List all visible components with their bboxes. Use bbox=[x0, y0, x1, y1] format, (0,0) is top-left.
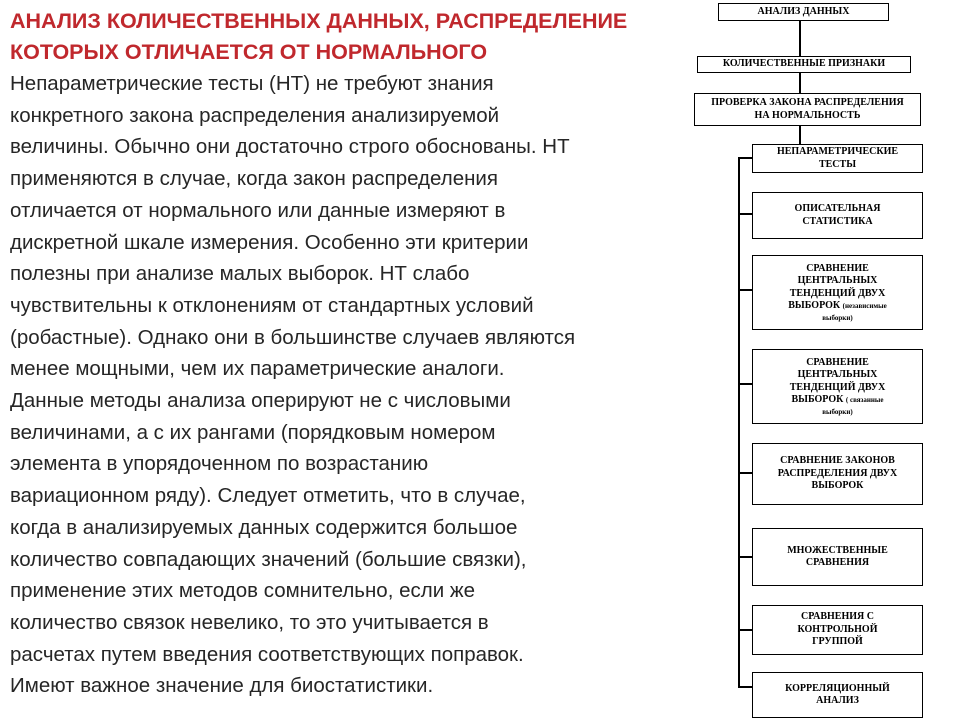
connector-line bbox=[738, 157, 754, 159]
connector-line bbox=[799, 125, 801, 145]
body-line: отличается от нормального или данные измеряют в bbox=[10, 198, 506, 222]
body-line: Данные методы анализа оперируют не с числовыми bbox=[10, 389, 511, 413]
body-line: менее мощными, чем их параметрические аналоги. bbox=[10, 357, 505, 381]
title-line: АНАЛИЗ КОЛИЧЕСТВЕННЫХ ДАННЫХ, РАСПРЕДЕЛЕНИЕ bbox=[10, 9, 628, 33]
box-quantitative-features: КОЛИЧЕСТВЕННЫЕ ПРИЗНАКИ bbox=[697, 56, 911, 73]
body-line: применение этих методов сомнительно, если же bbox=[10, 579, 475, 603]
connector-line bbox=[738, 383, 754, 385]
box-control-group: СРАВНЕНИЯ С КОНТРОЛЬНОЙ ГРУППОЙ bbox=[752, 605, 923, 655]
body-line: элемента в упорядоченном по возрастанию bbox=[10, 452, 429, 476]
box-independent-samples: СРАВНЕНИЕ ЦЕНТРАЛЬНЫХ ТЕНДЕНЦИЙ ДВУХ ВЫБОРОК (независимые выборки) bbox=[752, 255, 923, 330]
connector-line bbox=[738, 472, 754, 474]
box-dependent-samples: СРАВНЕНИЕ ЦЕНТРАЛЬНЫХ ТЕНДЕНЦИЙ ДВУХ ВЫБОРОК ( связанные выборки) bbox=[752, 349, 923, 424]
box-normality-check: ПРОВЕРКА ЗАКОНА РАСПРЕДЕЛЕНИЯ НА НОРМАЛЬНОСТЬ bbox=[694, 93, 921, 126]
connector-line bbox=[738, 556, 754, 558]
body-line: величинами, а с их рангами (порядковым номером bbox=[10, 420, 496, 444]
connector-line bbox=[799, 20, 801, 56]
box-correlation-analysis: КОРРЕЛЯЦИОННЫЙ АНАЛИЗ bbox=[752, 672, 923, 718]
body-line: когда в анализируемых данных содержится большое bbox=[10, 515, 518, 539]
connector-line bbox=[738, 289, 754, 291]
body-line: дискретной шкале измерения. Особенно эти критерии bbox=[10, 230, 529, 254]
box-multiple-comparisons: МНОЖЕСТВЕННЫЕ СРАВНЕНИЯ bbox=[752, 528, 923, 586]
body-line: расчетах путем введения соответствующих поправок. bbox=[10, 642, 524, 666]
body-line: вариационном ряду). Следует отметить, что в случае, bbox=[10, 484, 526, 508]
body-paragraph bbox=[10, 68, 700, 702]
title-line: КОТОРЫХ ОТЛИЧАЕТСЯ ОТ НОРМАЛЬНОГО bbox=[10, 40, 488, 64]
box-nonparametric-tests: НЕПАРАМЕТРИЧЕСКИЕ ТЕСТЫ bbox=[752, 144, 923, 173]
body-line: полезны при анализе малых выборок. НТ слабо bbox=[10, 262, 470, 286]
box-data-analysis: АНАЛИЗ ДАННЫХ bbox=[718, 3, 889, 21]
body-line: количество связок невелико, то это учитывается в bbox=[10, 610, 489, 634]
connector-line bbox=[738, 213, 754, 215]
body-line: применяются в случае, когда закон распределения bbox=[10, 167, 498, 191]
body-line: величины. Обычно они достаточно строго обоснованы. НТ bbox=[10, 135, 570, 159]
body-line: конкретного закона распределения анализируемой bbox=[10, 103, 500, 127]
body-line: количество совпадающих значений (большие связки), bbox=[10, 547, 527, 571]
connector-line bbox=[738, 629, 754, 631]
body-line: Имеют важное значение для биостатистики. bbox=[10, 674, 434, 698]
body-line: (робастные). Однако они в большинстве случаев являются bbox=[10, 325, 576, 349]
body-line: чувствительны к отклонениям от стандартных условий bbox=[10, 293, 534, 317]
connector-line bbox=[738, 157, 740, 687]
slide-title bbox=[10, 6, 690, 68]
connector-line bbox=[738, 686, 754, 688]
box-distribution-comparison: СРАВНЕНИЕ ЗАКОНОВ РАСПРЕДЕЛЕНИЯ ДВУХ ВЫБОРОК bbox=[752, 443, 923, 505]
box-descriptive-statistics: ОПИСАТЕЛЬНАЯ СТАТИСТИКА bbox=[752, 192, 923, 239]
connector-line bbox=[799, 72, 801, 93]
body-line: Непараметрические тесты (НТ) не требуют знания bbox=[10, 72, 494, 95]
